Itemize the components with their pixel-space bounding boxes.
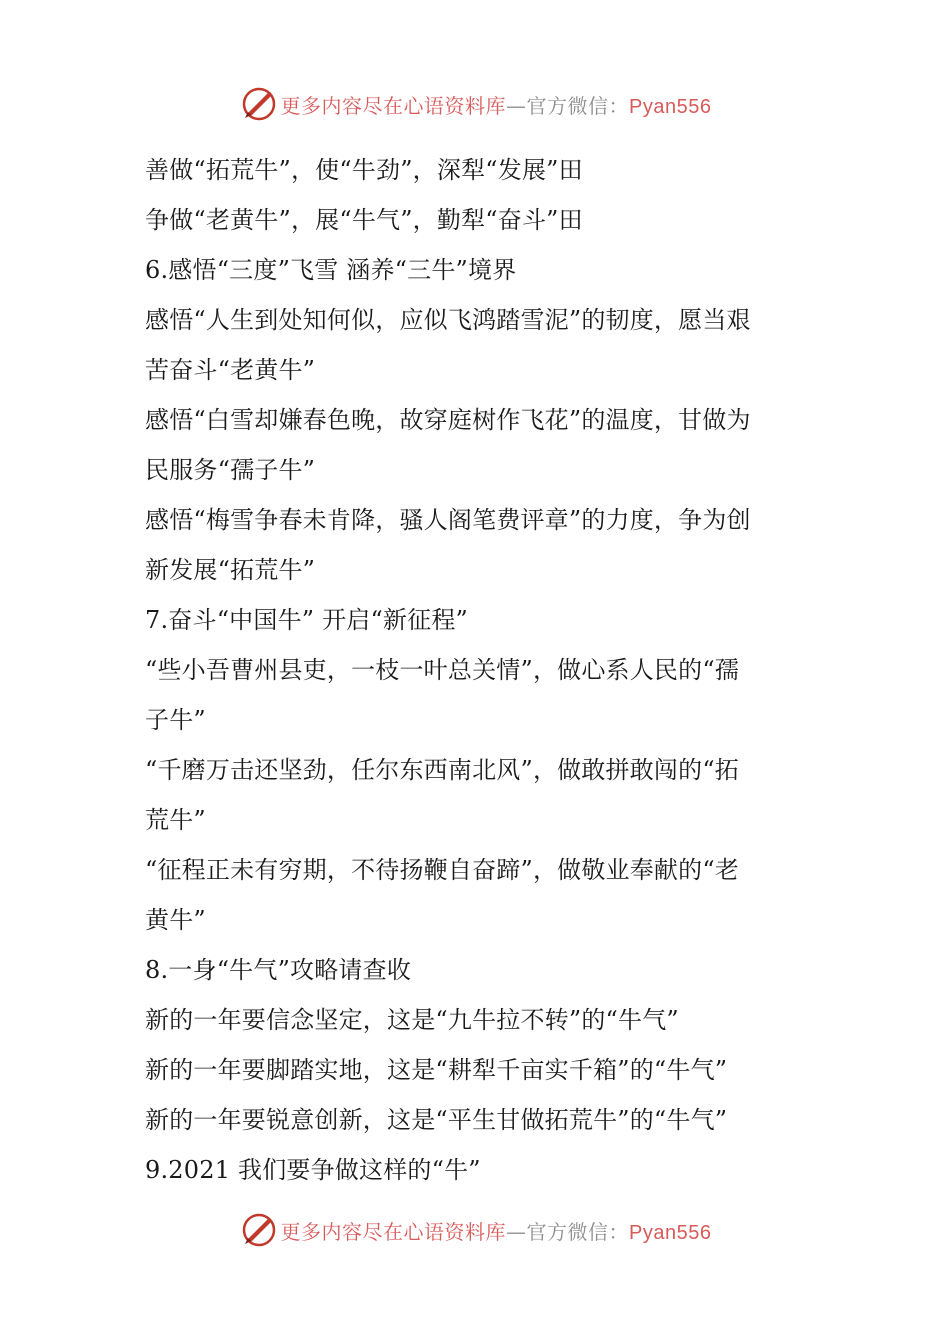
watermark-main: 更多内容尽在心语资料库 <box>280 1219 507 1244</box>
text-line: 子牛” <box>145 706 206 734</box>
text-line: 荒牛” <box>145 806 206 834</box>
watermark-wechat-id: Pyan556 <box>629 95 712 118</box>
watermark-wechat-label: 官方微信： <box>526 1219 630 1244</box>
footer-watermark <box>0 1206 950 1254</box>
watermark-dash: — <box>506 93 527 118</box>
watermark-text <box>281 90 712 119</box>
text-line: 感悟“人生到处知何似，应似飞鸿踏雪泥”的韧度，愿当艰 <box>145 306 751 334</box>
section-heading: 8.一身“牛气”攻略请查收 <box>145 956 412 984</box>
pen-logo-icon <box>239 1210 279 1250</box>
text-line: 感悟“梅雪争春未肯降，骚人阁笔费评章”的力度，争为创 <box>145 506 751 534</box>
pen-logo-icon <box>239 84 279 124</box>
text-line: 善做“拓荒牛”，使“牛劲”，深犁“发展”田 <box>145 156 583 184</box>
document-body <box>145 145 815 1195</box>
text-line: 新的一年要信念坚定，这是“九牛拉不转”的“牛气” <box>145 1006 679 1034</box>
header-watermark <box>0 80 950 128</box>
text-line: 新的一年要锐意创新，这是“平生甘做拓荒牛”的“牛气” <box>145 1106 728 1134</box>
watermark-wechat-label: 官方微信： <box>526 93 630 118</box>
watermark-text <box>281 1216 712 1245</box>
text-line: 新发展“拓荒牛” <box>145 556 316 584</box>
text-line: “千磨万击还坚劲，任尔东西南北风”，做敢拼敢闯的“拓 <box>145 756 740 784</box>
text-line: “些小吾曹州县吏，一枝一叶总关情”，做心系人民的“孺 <box>145 656 740 684</box>
text-line: “征程正未有穷期，不待扬鞭自奋蹄”，做敬业奉献的“老 <box>145 856 740 884</box>
section-heading: 9.2021 我们要争做这样的“牛” <box>145 1156 481 1184</box>
text-line: 新的一年要脚踏实地，这是“耕犁千亩实千箱”的“牛气” <box>145 1056 728 1084</box>
text-line: 民服务“孺子牛” <box>145 456 316 484</box>
text-line: 感悟“白雪却嫌春色晚，故穿庭树作飞花”的温度，甘做为 <box>145 406 751 434</box>
section-heading: 6.感悟“三度”飞雪 涵养“三牛”境界 <box>145 256 517 284</box>
text-line: 黄牛” <box>145 906 206 934</box>
text-line: 苦奋斗“老黄牛” <box>145 356 316 384</box>
text-line: 争做“老黄牛”，展“牛气”，勤犁“奋斗”田 <box>145 206 583 234</box>
watermark-main: 更多内容尽在心语资料库 <box>280 93 507 118</box>
watermark-wechat-id: Pyan556 <box>629 1221 712 1244</box>
watermark-dash: — <box>506 1219 527 1244</box>
section-heading: 7.奋斗“中国牛” 开启“新征程” <box>145 606 469 634</box>
